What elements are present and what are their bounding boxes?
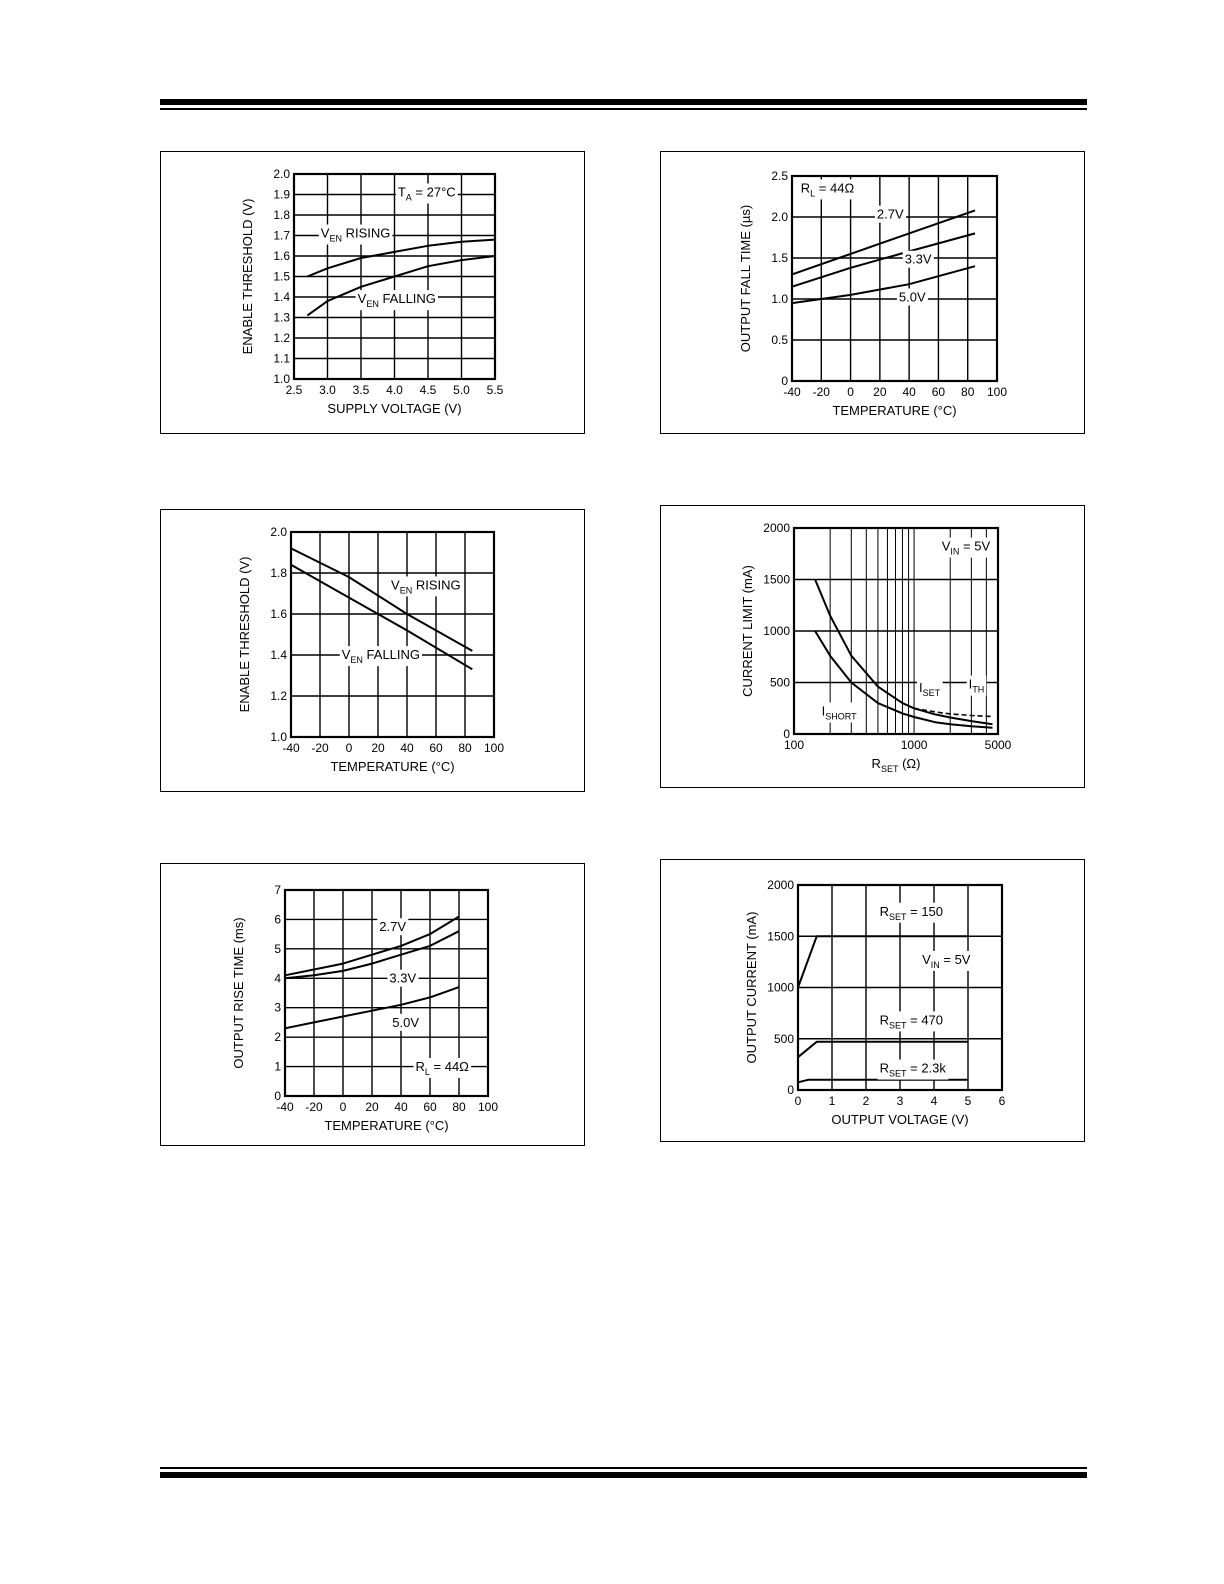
- x-tick-label: 20: [873, 385, 887, 399]
- x-tick-label: 80: [452, 1100, 466, 1114]
- x-tick-label: -20: [311, 741, 329, 755]
- x-axis-label: OUTPUT VOLTAGE (V): [831, 1112, 969, 1127]
- y-tick-label: 1500: [763, 572, 790, 587]
- header-rule-thick: [160, 99, 1087, 105]
- x-tick-label: 40: [902, 385, 916, 399]
- y-tick-label: 2.0: [273, 167, 290, 181]
- footer-rule-thin: [160, 1467, 1087, 1469]
- y-tick-label: 1500: [767, 929, 794, 944]
- y-tick-label: 0: [274, 1089, 281, 1103]
- x-axis-label: TEMPERATURE (°C): [324, 1118, 449, 1133]
- x-tick-label: -20: [812, 385, 830, 399]
- chart-panel-rise-time-vs-temp: [160, 863, 585, 1146]
- y-tick-label: 500: [769, 675, 790, 690]
- annotation-label: $I_{SHORT}$: [821, 703, 857, 722]
- x-tick-label: 0: [339, 1100, 347, 1114]
- series-line-1: [798, 1042, 968, 1057]
- x-tick-label: -20: [305, 1100, 323, 1114]
- chart-c5: [161, 864, 586, 1147]
- annotation-label: 5.0V: [898, 289, 926, 305]
- x-tick-label: 100: [477, 1100, 499, 1114]
- annotation-label: $V_{EN}$ FALLING: [357, 291, 436, 310]
- x-tick-label: 2.5: [285, 383, 303, 397]
- y-tick-label: 1.7: [273, 228, 290, 243]
- annotation-label: $V_{IN} = 5V$: [941, 538, 991, 557]
- x-tick-label: 1: [828, 1094, 836, 1108]
- x-tick-label: 5: [964, 1094, 972, 1108]
- x-tick-label: 5.5: [486, 383, 504, 397]
- x-tick-label: 100: [483, 741, 505, 755]
- x-tick-label: 100: [986, 385, 1008, 399]
- annotation-label: $V_{IN} = 5V$: [922, 951, 971, 970]
- x-tick-label: 80: [458, 741, 472, 755]
- chart-panel-fall-time-vs-temp: [660, 151, 1085, 434]
- y-tick-label: 1.9: [273, 187, 290, 202]
- x-tick-label: 20: [371, 741, 385, 755]
- y-tick-label: 2000: [763, 521, 790, 535]
- chart-panel-current-limit-vs-rset: [660, 505, 1085, 788]
- y-tick-label: 2.5: [771, 169, 788, 183]
- x-tick-label: 1000: [900, 738, 928, 752]
- y-tick-label: 1.5: [771, 251, 788, 265]
- chart-panel-threshold-vs-temp: [160, 509, 585, 792]
- chart-c4: [661, 506, 1086, 789]
- chart-panel-output-current-vs-voltage: [660, 859, 1085, 1142]
- x-tick-label: 6: [998, 1094, 1006, 1108]
- x-tick-label: 40: [400, 741, 414, 755]
- x-tick-label: 4: [930, 1094, 938, 1108]
- y-tick-label: 1000: [767, 980, 794, 995]
- series-line-0: [291, 548, 472, 651]
- series-line-0: [307, 240, 495, 277]
- x-tick-label: 60: [429, 741, 443, 755]
- chart-c3: [161, 510, 586, 793]
- y-tick-label: 5: [274, 941, 281, 956]
- y-tick-label: 1.5: [273, 269, 290, 284]
- chart-c2: [661, 152, 1086, 435]
- footer-rule-thick: [160, 1472, 1087, 1478]
- x-tick-label: 3.0: [319, 383, 336, 397]
- y-tick-label: 0: [781, 374, 788, 388]
- x-axis-label: $R_{SET}$ (Ω): [871, 756, 921, 774]
- x-tick-label: 4.5: [419, 383, 437, 397]
- y-tick-label: 1.0: [273, 372, 290, 386]
- y-tick-label: 1.4: [273, 290, 290, 304]
- annotation-label: $R_L = 44\Omega$: [415, 1058, 469, 1077]
- annotation-label: $R_{SET} = 150$: [879, 903, 944, 922]
- annotation-label: 2.7V: [876, 206, 904, 222]
- y-tick-label: 3: [274, 1000, 281, 1015]
- y-tick-label: 1.8: [270, 566, 287, 580]
- y-tick-label: 1.3: [273, 310, 290, 325]
- y-tick-label: 500: [773, 1031, 794, 1046]
- annotation-label: 2.7V: [379, 919, 406, 935]
- annotation-label: $V_{EN}$ RISING: [391, 577, 461, 596]
- annotation-label: $V_{EN}$ FALLING: [341, 647, 421, 666]
- annotation-label: $I_{TH}$: [968, 676, 985, 695]
- x-axis-label: TEMPERATURE (°C): [330, 759, 455, 774]
- y-axis-label: OUTPUT RISE TIME (ms): [231, 917, 246, 1069]
- annotation-label: 3.3V: [904, 251, 932, 267]
- y-tick-label: 7: [274, 883, 281, 897]
- x-tick-label: 5000: [984, 738, 1012, 752]
- y-tick-label: 0: [783, 727, 790, 741]
- y-tick-label: 2.0: [270, 525, 287, 539]
- chart-c1: [161, 152, 586, 435]
- x-axis-label: TEMPERATURE (°C): [832, 403, 957, 418]
- y-axis-label: ENABLE THRESHOLD (V): [237, 556, 252, 713]
- y-tick-label: 2: [274, 1030, 281, 1045]
- y-tick-label: 6: [274, 912, 281, 927]
- x-tick-label: 60: [423, 1100, 437, 1114]
- y-tick-label: 4: [274, 971, 281, 986]
- annotation-label: $T_A = 27^\circ C$: [397, 184, 456, 203]
- x-tick-label: 100: [783, 738, 805, 752]
- header-rule-thin: [160, 108, 1087, 110]
- y-tick-label: 1000: [763, 624, 790, 638]
- x-tick-label: -40: [276, 1100, 294, 1114]
- x-tick-label: 4.0: [386, 383, 403, 397]
- series-line-2: [798, 1080, 968, 1083]
- annotation-label: $R_{SET} = 470$: [879, 1012, 944, 1031]
- y-tick-label: 1.2: [270, 689, 287, 703]
- x-axis-label: SUPPLY VOLTAGE (V): [327, 401, 462, 416]
- y-tick-label: 1.1: [273, 351, 290, 366]
- x-tick-label: -40: [783, 385, 801, 399]
- y-tick-label: 2000: [767, 878, 794, 892]
- y-axis-label: CURRENT LIMIT (mA): [740, 565, 755, 697]
- x-tick-label: -40: [282, 741, 300, 755]
- y-axis-label: ENABLE THRESHOLD (V): [240, 198, 255, 355]
- x-tick-label: 5.0: [453, 383, 470, 397]
- x-tick-label: 3.5: [352, 383, 370, 397]
- y-tick-label: 0: [787, 1083, 794, 1097]
- x-tick-label: 80: [961, 385, 975, 399]
- y-tick-label: 2.0: [771, 210, 788, 224]
- annotation-label: $R_{SET} = 2.3k$: [879, 1060, 946, 1079]
- annotation-label: $I_{SET}$: [919, 679, 941, 698]
- chart-panel-threshold-vs-supply: [160, 151, 585, 434]
- annotation-label: $R_L = 44\Omega$: [800, 180, 855, 199]
- x-tick-label: 0: [345, 741, 353, 755]
- annotation-label: $V_{EN}$ RISING: [320, 225, 391, 244]
- series-line-2: [792, 266, 975, 303]
- y-tick-label: 0.5: [771, 333, 788, 347]
- y-axis-label: OUTPUT CURRENT (mA): [744, 911, 759, 1064]
- annotation-label: 3.3V: [389, 970, 417, 986]
- x-tick-label: 20: [365, 1100, 379, 1114]
- y-tick-label: 1.4: [270, 648, 287, 662]
- y-tick-label: 1.0: [771, 292, 788, 306]
- y-axis-label: OUTPUT FALL TIME (µs): [738, 204, 753, 353]
- y-tick-label: 1.2: [273, 331, 290, 345]
- y-tick-label: 1.6: [270, 607, 287, 621]
- x-tick-label: 40: [394, 1100, 408, 1114]
- y-tick-label: 1.6: [273, 249, 290, 263]
- y-tick-label: 1: [274, 1059, 281, 1074]
- annotation-label: 5.0V: [392, 1014, 420, 1030]
- x-tick-label: 60: [931, 385, 946, 399]
- x-tick-label: 0: [794, 1094, 802, 1108]
- chart-c6: [661, 860, 1086, 1143]
- x-tick-label: 3: [896, 1094, 904, 1108]
- x-tick-label: 2: [862, 1094, 870, 1108]
- y-tick-label: 1.0: [270, 730, 287, 744]
- y-tick-label: 1.8: [273, 208, 290, 222]
- x-tick-label: 0: [847, 385, 854, 399]
